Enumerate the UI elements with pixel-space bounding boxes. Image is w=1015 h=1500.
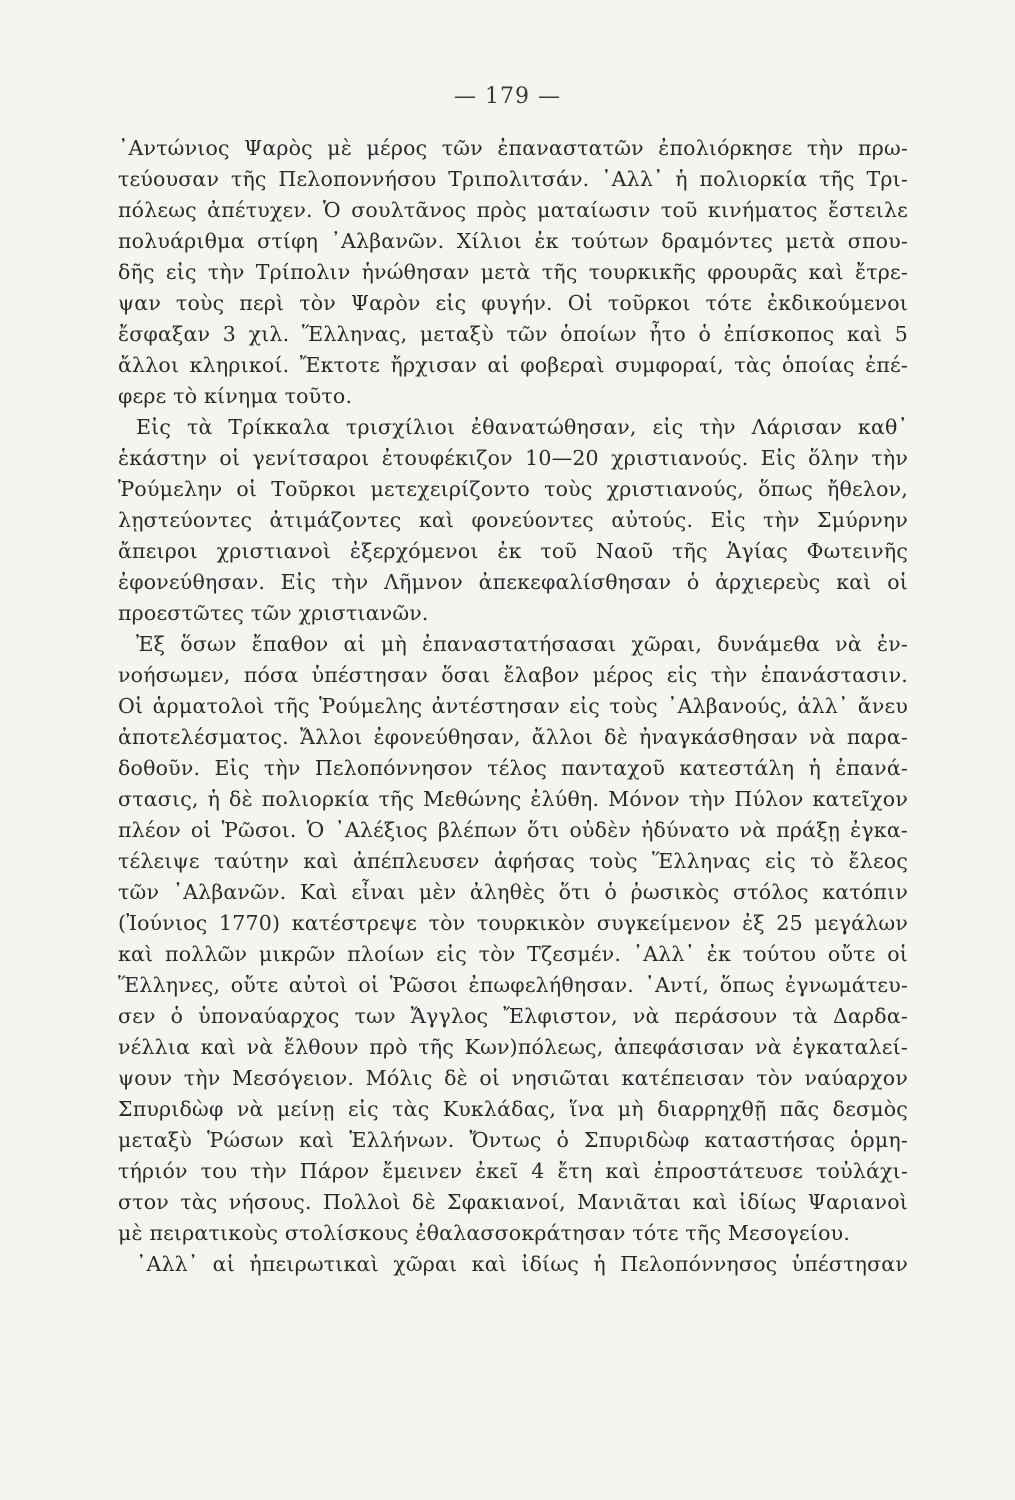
text-line: ψουν τὴν Μεσόγειον. Μόλις δὲ οἱ νησιῶται κατέπεισαν τὸν ναύαρχον: [118, 1066, 908, 1090]
text-line: (Ἰούνιος 1770) κατέστρεψε τὸν τουρκικὸν συγκείμενον ἐξ 25 μεγάλων: [118, 911, 908, 935]
text-line: μεταξὺ Ῥώσων καὶ Ἑλλήνων. Ὄντως ὁ Σπυριδὼφ καταστήσας ὁρμη-: [118, 1128, 908, 1152]
text-line: τέλειψε ταύτην καὶ ἀπέπλευσεν ἀφήσας τοὺς Ἕλληνας εἰς τὸ ἔλεος: [118, 849, 908, 873]
text-line: ἑκάστην οἱ γενίτσαροι ἐτουφέκιζον 10—20 χριστιανούς. Εἰς ὅλην τὴν: [118, 446, 908, 470]
body-text: [118, 133, 908, 1280]
text-line: μὲ πειρατικοὺς στολίσκους ἐθαλασσοκράτησαν τότε τῆς Μεσογείου.: [118, 1221, 851, 1245]
text-line: Σπυριδὼφ νὰ μείνῃ εἰς τὰς Κυκλάδας, ἵνα μὴ διαρρηχθῇ πᾶς δεσμὸς: [118, 1097, 908, 1121]
text-line: ἔσφαξαν 3 χιλ. Ἕλληνας, μεταξὺ τῶν ὁποίων ἦτο ὁ ἐπίσκοπος καὶ 5: [118, 322, 908, 346]
text-line: Ῥούμελην οἱ Τοῦρκοι μετεχειρίζοντο τοὺς χριστιανούς, ὅπως ἤθελον,: [118, 477, 908, 501]
text-line: στον τὰς νήσους. Πολλοὶ δὲ Σφακιανοί, Μανιᾶται καὶ ἰδίως Ψαριανοὶ: [118, 1190, 908, 1214]
text-line: καὶ πολλῶν μικρῶν πλοίων εἰς τὸν Τζεσμέν. ᾿Αλλ᾿ ἐκ τούτου οὔτε οἱ: [118, 942, 908, 966]
text-line: ἄλλοι κληρικοί. Ἔκτοτε ἤρχισαν αἱ φοβεραὶ συμφοραί, τὰς ὁποίας ἐπέ-: [118, 353, 908, 377]
text-line: Οἱ ἁρματολοὶ τῆς Ῥούμελης ἀντέστησαν εἰς τοὺς ᾿Αλβανούς, ἀλλ᾿ ἄνευ: [118, 694, 908, 718]
text-line: λῃστεύοντες ἀτιμάζοντες καὶ φονεύοντες αὐτούς. Εἰς τὴν Σμύρνην: [118, 508, 908, 532]
page-number: — 179 —: [454, 84, 561, 109]
text-line: τήριόν του τὴν Πάρον ἔμεινεν ἐκεῖ 4 ἔτη καὶ ἐπροστάτευσε τοὐλάχι-: [118, 1159, 908, 1183]
text-line: δῆς εἰς τὴν Τρίπολιν ἡνώθησαν μετὰ τῆς τουρκικῆς φρουρᾶς καὶ ἔτρε-: [118, 260, 908, 284]
text-line: Εἰς τὰ Τρίκκαλα τρισχίλιοι ἐθανατώθησαν, εἰς τὴν Λάρισαν καθ᾿: [136, 415, 908, 439]
text-line: δοθοῦν. Εἰς τὴν Πελοπόννησον τέλος πανταχοῦ κατεστάλη ἡ ἐπανά-: [118, 756, 908, 780]
text-line: στασις, ἡ δὲ πολιορκία τῆς Μεθώνης ἐλύθη. Μόνον τὴν Πύλον κατεῖχον: [118, 787, 908, 811]
text-line: τῶν ᾿Αλβανῶν. Καὶ εἶναι μὲν ἀληθὲς ὅτι ὁ ῥωσικὸς στόλος κατόπιν: [118, 880, 908, 904]
text-line: νοήσωμεν, πόσα ὑπέστησαν ὅσαι ἔλαβον μέρος εἰς τὴν ἐπανάστασιν.: [118, 663, 908, 687]
text-line: Ἐξ ὅσων ἔπαθον αἱ μὴ ἐπαναστατήσασαι χῶραι, δυνάμεθα νὰ ἐν-: [136, 632, 908, 656]
text-line: νέλλια καὶ νὰ ἔλθουν πρὸ τῆς Κων)πόλεως, ἀπεφάσισαν νὰ ἐγκαταλεί-: [118, 1035, 908, 1059]
text-line: πόλεως ἀπέτυχεν. Ὁ σουλτᾶνος πρὸς ματαίωσιν τοῦ κινήματος ἔστειλε: [118, 198, 908, 222]
text-line: ἐφονεύθησαν. Εἰς τὴν Λῆμνον ἀπεκεφαλίσθησαν ὁ ἀρχιερεὺς καὶ οἱ: [118, 570, 908, 594]
text-line: πολυάριθμα στίφη ᾿Αλβανῶν. Χίλιοι ἐκ τούτων δραμόντες μετὰ σπου-: [118, 229, 908, 253]
text-line: ψαν τοὺς περὶ τὸν Ψαρὸν εἰς φυγήν. Οἱ τοῦρκοι τότε ἐκδικούμενοι: [118, 291, 908, 315]
text-line: πλέον οἱ Ῥῶσοι. Ὁ ᾿Αλέξιος βλέπων ὅτι οὐδὲν ἠδύνατο νὰ πράξῃ ἐγκα-: [118, 818, 908, 842]
text-line: τεύουσαν τῆς Πελοποννήσου Τριπολιτσάν. ᾿Αλλ᾿ ἡ πολιορκία τῆς Τρι-: [118, 167, 908, 191]
text-line: ᾿Αλλ᾿ αἱ ἠπειρωτικαὶ χῶραι καὶ ἰδίως ἡ Πελοπόννησος ὑπέστησαν: [136, 1252, 908, 1276]
text-line: ᾿Αντώνιος Ψαρὸς μὲ μέρος τῶν ἐπαναστατῶν ἐπολιόρκησε τὴν πρω-: [118, 136, 908, 160]
text-line: ἄπειροι χριστιανοὶ ἐξερχόμενοι ἐκ τοῦ Ναοῦ τῆς Ἁγίας Φωτεινῆς: [118, 539, 908, 563]
text-line: φερε τὸ κίνημα τοῦτο.: [118, 384, 353, 408]
text-line: ἀποτελέσματος. Ἄλλοι ἐφονεύθησαν, ἄλλοι δὲ ἠναγκάσθησαν νὰ παρα-: [118, 725, 908, 749]
text-line: προεστῶτες τῶν χριστιανῶν.: [118, 601, 429, 625]
text-line: Ἕλληνες, οὔτε αὐτοὶ οἱ Ῥῶσοι ἐπωφελήθησαν. ᾿Αντί, ὅπως ἐγνωμάτευ-: [118, 973, 908, 997]
text-line: σεν ὁ ὑποναύαρχος των Ἄγγλος Ἔλφιστον, νὰ περάσουν τὰ Δαρδα-: [118, 1004, 908, 1028]
